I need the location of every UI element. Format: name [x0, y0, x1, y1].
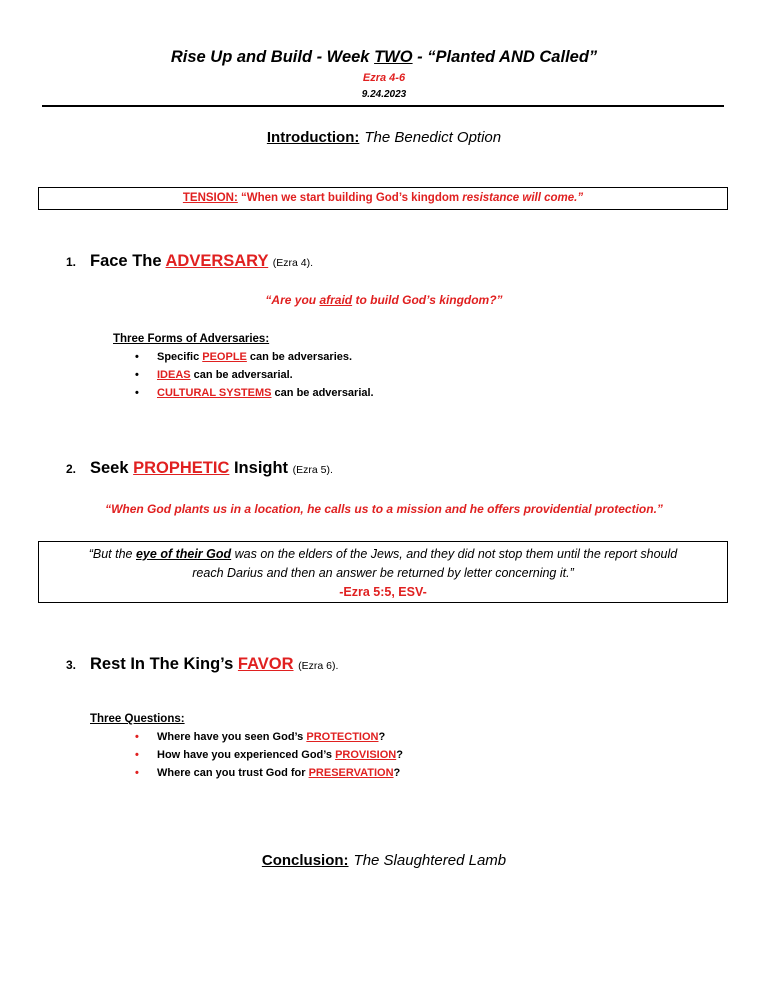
item-text: can be adversarial. — [190, 369, 293, 381]
section-1-heading — [66, 252, 313, 271]
title-week: TWO — [374, 48, 413, 66]
list-item — [131, 746, 403, 764]
item-keyword: PRESERVATION — [308, 767, 394, 779]
item-text: Specific — [157, 351, 203, 363]
section-1-quote-a: “Are you — [265, 293, 320, 307]
conclusion-label: Conclusion: — [261, 852, 349, 869]
section-1-pre: Face The — [90, 252, 166, 270]
item-text: can be adversaries. — [246, 351, 353, 363]
title-suffix: - “Planted AND Called” — [412, 48, 598, 66]
section-2-ref: (Ezra 5). — [292, 464, 333, 476]
section-3-ref: (Ezra 6). — [298, 660, 339, 672]
item-text: can be adversarial. — [271, 387, 374, 399]
section-2-heading — [66, 459, 333, 478]
tension-text-b: resistance will come.” — [462, 192, 584, 204]
sermon-date: 9.24.2023 — [361, 89, 407, 100]
section-2-number: 2. — [66, 462, 77, 476]
scripture-key: eye of their God — [135, 547, 232, 561]
introduction — [0, 129, 768, 146]
list-item — [131, 366, 374, 384]
bullet-icon: • — [135, 387, 139, 399]
scripture-line-2: reach Darius and then an answer be returned by letter concerning it.” — [192, 566, 574, 580]
section-2-pre: Seek — [90, 459, 134, 477]
scripture-text-b: was on the elders of the Jews, and they did not stop them until the report should — [231, 547, 678, 561]
bullet-icon: • — [135, 351, 139, 363]
section-1-quote-b: to build God’s kingdom?” — [352, 293, 503, 307]
tension-label: TENSION: — [182, 192, 238, 204]
item-keyword: IDEAS — [157, 369, 191, 381]
section-2-quote: “When God plants us in a location, he calls us to a mission and he offers providential protection.” — [105, 502, 663, 516]
list-item — [131, 348, 374, 366]
section-1-quote — [0, 293, 768, 307]
adversary-forms-list — [131, 348, 374, 402]
item-keyword: PROTECTION — [306, 731, 379, 743]
bullet-icon: • — [135, 767, 139, 779]
introduction-value: The Benedict Option — [364, 129, 502, 146]
section-3-key: FAVOR — [237, 655, 294, 673]
section-1-subhead: Three Forms of Adversaries: — [113, 333, 270, 345]
scripture-line-1 — [39, 545, 727, 564]
scripture-text-a: “But the — [88, 547, 136, 561]
tension-box — [38, 187, 728, 210]
section-1-ref: (Ezra 4). — [272, 257, 314, 269]
item-text: ? — [378, 731, 386, 743]
item-keyword: PEOPLE — [202, 351, 247, 363]
item-text: Where have you seen God’s — [157, 731, 307, 743]
bullet-icon: • — [135, 749, 139, 761]
section-2-post: Insight — [229, 459, 289, 477]
header-divider — [42, 105, 724, 107]
item-keyword: PROVISION — [335, 749, 397, 761]
list-item — [131, 728, 403, 746]
list-item — [131, 764, 403, 782]
conclusion-value: The Slaughtered Lamb — [353, 852, 507, 869]
scripture-box — [38, 541, 728, 603]
section-2-key: PROPHETIC — [133, 459, 230, 477]
bullet-icon: • — [135, 369, 139, 381]
section-3-subhead: Three Questions: — [90, 713, 185, 725]
section-1-key: ADVERSARY — [165, 252, 269, 270]
section-1-number: 1. — [66, 255, 77, 269]
item-keyword: CULTURAL SYSTEMS — [157, 387, 272, 399]
scripture-citation: -Ezra 5:5, ESV- — [339, 585, 427, 599]
page-title — [0, 48, 768, 67]
item-text: ? — [393, 767, 401, 779]
item-text: How have you experienced God’s — [157, 749, 336, 761]
scripture-reference: Ezra 4-6 — [362, 72, 406, 84]
section-3-number: 3. — [66, 658, 77, 672]
bullet-icon: • — [135, 731, 139, 743]
title-prefix: Rise Up and Build - Week — [170, 48, 375, 66]
tension-text-a: “When we start building God’s kingdom — [237, 192, 463, 204]
section-3-heading — [66, 655, 338, 674]
item-text: Where can you trust God for — [157, 767, 309, 779]
list-item — [131, 384, 374, 402]
section-3-pre: Rest In The King’s — [90, 655, 238, 673]
questions-list — [131, 728, 403, 782]
conclusion — [0, 852, 768, 869]
introduction-label: Introduction: — [266, 129, 360, 146]
section-1-quote-key: afraid — [319, 293, 353, 307]
item-text: ? — [396, 749, 403, 761]
